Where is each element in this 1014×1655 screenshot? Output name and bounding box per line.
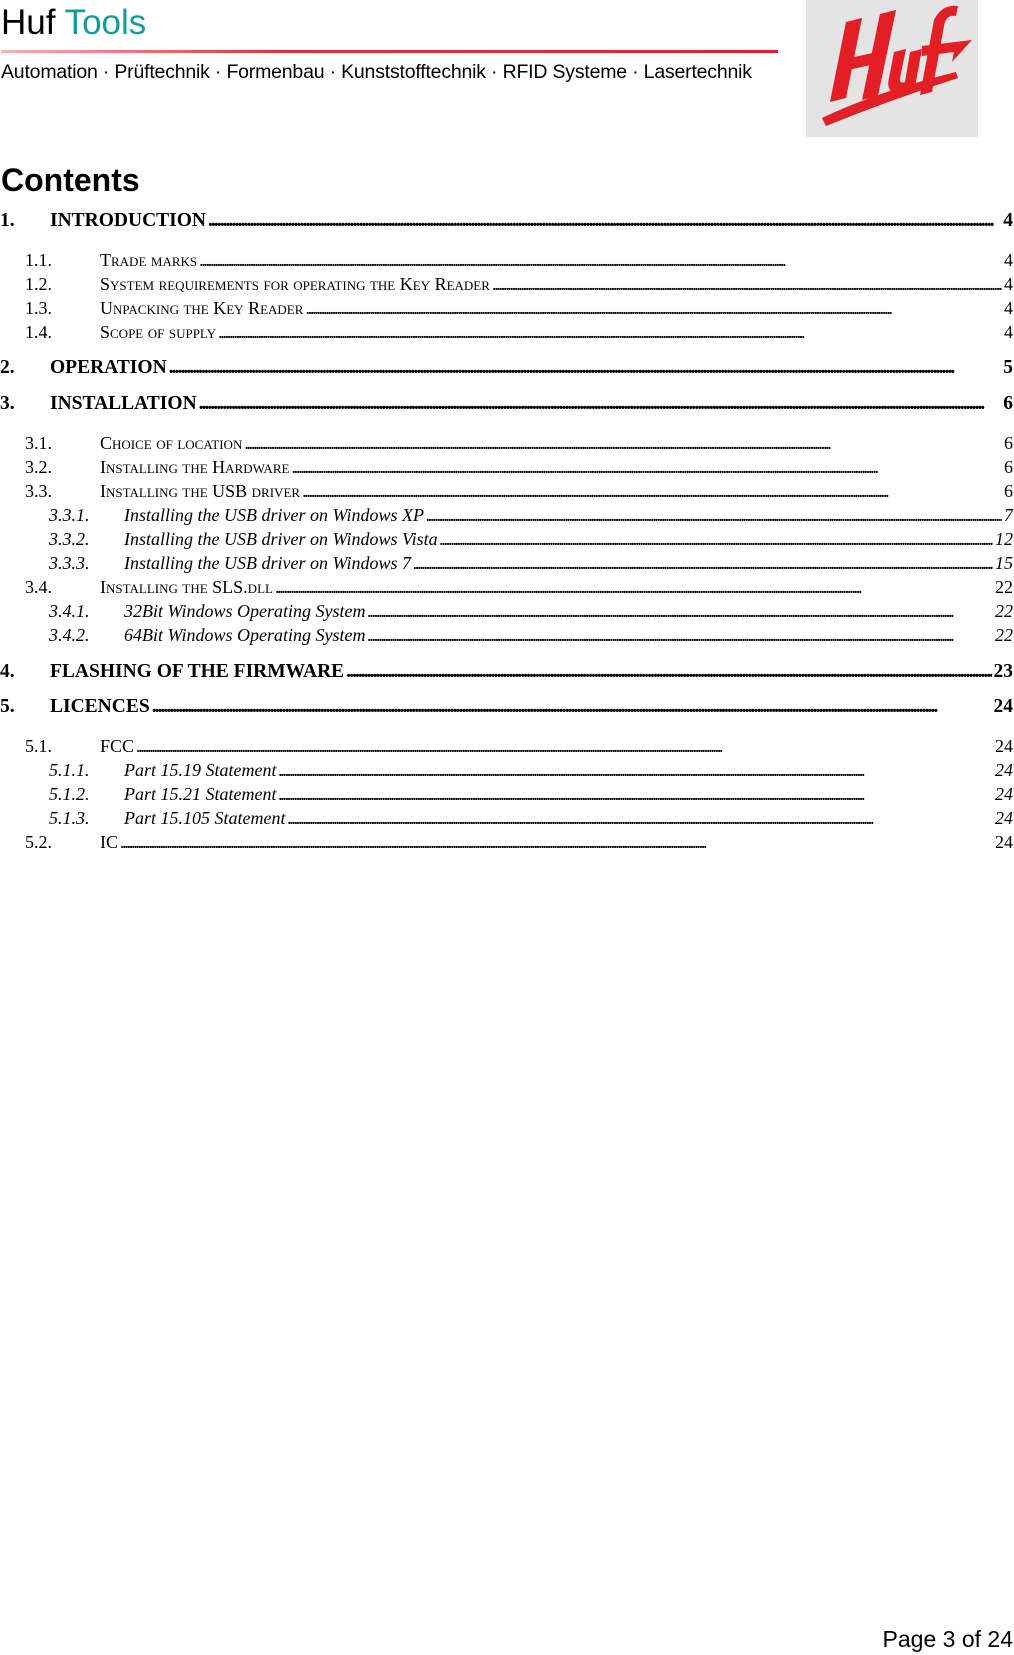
toc-entry-page: 6 bbox=[1003, 393, 1013, 414]
toc-entry-number: 5.1.3. bbox=[49, 808, 90, 828]
toc-entry-leader bbox=[199, 248, 1002, 272]
toc-entry-level2[interactable] bbox=[0, 479, 1013, 503]
toc-entry-title: INSTALLATION bbox=[50, 393, 197, 414]
toc-entry-number: 3.4.2. bbox=[49, 625, 90, 645]
toc-entry-page: 24 bbox=[995, 784, 1013, 804]
brand-secondary: Tools bbox=[64, 3, 147, 42]
toc-entry-leader bbox=[199, 391, 1002, 417]
toc-entry-leader bbox=[208, 208, 1001, 234]
toc-entry-number: 5.1.2. bbox=[49, 784, 90, 804]
toc-entry-page: 4 bbox=[1004, 250, 1013, 270]
toc-entry-level2[interactable] bbox=[0, 455, 1013, 479]
toc-entry-page: 24 bbox=[995, 808, 1013, 828]
toc-entry-number: 1.3. bbox=[25, 298, 52, 318]
toc-entry-title: Installing the SLS.dll bbox=[100, 577, 273, 597]
toc-entry-page: 5 bbox=[1003, 357, 1013, 378]
toc-entry-level3[interactable] bbox=[0, 503, 1013, 527]
toc-entry-title: Installing the USB driver on Windows Vista bbox=[124, 529, 438, 549]
toc-entry-page: 22 bbox=[995, 601, 1013, 621]
toc-entry-leader bbox=[275, 575, 993, 599]
toc-entry-number: 4. bbox=[0, 661, 15, 682]
toc-entry-level3[interactable] bbox=[0, 551, 1013, 575]
toc-entry-leader bbox=[346, 659, 991, 685]
brand-name bbox=[1, 2, 146, 44]
toc-entry-leader bbox=[413, 551, 993, 575]
toc-entry-page: 22 bbox=[995, 577, 1013, 597]
contents-title: Contents bbox=[1, 162, 140, 198]
toc-entry-title: Choice of location bbox=[100, 433, 243, 453]
toc-entry-page: 6 bbox=[1004, 457, 1013, 477]
toc-entry-page: 4 bbox=[1004, 322, 1013, 342]
toc-entry-title: Part 15.21 Statement bbox=[124, 784, 277, 804]
toc-entry-title: Installing the USB driver bbox=[100, 481, 301, 501]
toc-entry-leader bbox=[278, 758, 993, 782]
toc-entry-leader bbox=[291, 455, 1002, 479]
toc-entry-leader bbox=[244, 431, 1002, 455]
toc-entry-level3[interactable] bbox=[0, 527, 1013, 551]
toc-entry-leader bbox=[218, 320, 1002, 344]
toc-entry-level3[interactable] bbox=[0, 806, 1013, 830]
brand-primary: Huf bbox=[1, 3, 56, 42]
toc-entry-level2[interactable] bbox=[0, 296, 1013, 320]
toc-entry-level2[interactable] bbox=[0, 272, 1013, 296]
toc-entry-level1[interactable] bbox=[0, 659, 1013, 685]
toc-entry-page: 24 bbox=[995, 832, 1013, 852]
toc-entry-level1[interactable] bbox=[0, 355, 1013, 381]
toc-entry-title: Trade marks bbox=[100, 250, 198, 270]
toc-entry-level2[interactable] bbox=[0, 431, 1013, 455]
toc-entry-level1[interactable] bbox=[0, 694, 1013, 720]
toc-entry-page: 24 bbox=[995, 736, 1013, 756]
tagline: Automation · Prüftechnik · Formenbau · Kunststofftechnik · RFID Systeme · Lasertechnik bbox=[1, 61, 752, 83]
huf-logo bbox=[806, 0, 978, 137]
toc-entry-title: FLASHING OF THE FIRMWARE bbox=[50, 661, 345, 682]
header-rule bbox=[1, 50, 778, 53]
toc-entry-level2[interactable] bbox=[0, 734, 1013, 758]
toc-entry-number: 3.3.3. bbox=[49, 553, 90, 573]
toc-entry-leader bbox=[278, 782, 993, 806]
toc-entry-page: 4 bbox=[1004, 298, 1013, 318]
toc-entry-page: 22 bbox=[995, 625, 1013, 645]
toc-entry-title: FCC bbox=[100, 736, 135, 756]
toc-entry-title: Scope of supply bbox=[100, 322, 216, 342]
toc-entry-level1[interactable] bbox=[0, 391, 1013, 417]
toc-entry-level3[interactable] bbox=[0, 782, 1013, 806]
toc-entry-level2[interactable] bbox=[0, 320, 1013, 344]
toc-entry-page: 15 bbox=[995, 553, 1013, 573]
toc-entry-level2[interactable] bbox=[0, 830, 1013, 854]
toc-entry-page: 6 bbox=[1004, 481, 1013, 501]
toc-entry-page: 7 bbox=[1004, 505, 1013, 525]
toc-entry-page: 24 bbox=[995, 760, 1013, 780]
toc-entry-title: System requirements for operating the Key Reader bbox=[100, 274, 490, 294]
toc-entry-level3[interactable] bbox=[0, 599, 1013, 623]
toc-entry-leader bbox=[440, 527, 993, 551]
toc-entry-level2[interactable] bbox=[0, 575, 1013, 599]
toc-entry-leader bbox=[136, 734, 993, 758]
toc-entry-number: 1.2. bbox=[25, 274, 52, 294]
toc-entry-title: LICENCES bbox=[50, 696, 150, 717]
toc-entry-leader bbox=[287, 806, 993, 830]
toc-entry-page: 6 bbox=[1004, 433, 1013, 453]
toc-entry-title: Installing the Hardware bbox=[100, 457, 290, 477]
toc-entry-leader bbox=[120, 830, 993, 854]
toc-entry-level1[interactable] bbox=[0, 208, 1013, 234]
toc-entry-page: 24 bbox=[993, 696, 1013, 717]
toc-entry-number: 5.2. bbox=[25, 832, 52, 852]
huf-logo-icon bbox=[806, 0, 978, 137]
toc-entry-title: Installing the USB driver on Windows XP bbox=[124, 505, 424, 525]
toc-entry-leader bbox=[302, 479, 1002, 503]
toc-entry-number: 3. bbox=[0, 393, 15, 414]
toc-entry-title: IC bbox=[100, 832, 118, 852]
toc-entry-leader bbox=[492, 272, 1002, 296]
page-number: Page 3 of 24 bbox=[882, 1626, 1013, 1652]
toc-entry-leader bbox=[368, 599, 994, 623]
toc-entry-number: 3.3.1. bbox=[49, 505, 90, 525]
toc-entry-leader bbox=[169, 355, 1002, 381]
toc-entry-page: 4 bbox=[1004, 274, 1013, 294]
toc-entry-level3[interactable] bbox=[0, 758, 1013, 782]
page-header bbox=[0, 0, 1014, 140]
toc-entry-number: 3.3. bbox=[25, 481, 52, 501]
toc-entry-leader bbox=[152, 694, 992, 720]
toc-entry-number: 3.4. bbox=[25, 577, 52, 597]
toc-entry-number: 1.4. bbox=[25, 322, 52, 342]
toc-entry-title: 32Bit Windows Operating System bbox=[124, 601, 366, 621]
toc-entry-number: 3.2. bbox=[25, 457, 52, 477]
toc-entry-title: Installing the USB driver on Windows 7 bbox=[124, 553, 411, 573]
toc-entry-level2[interactable] bbox=[0, 248, 1013, 272]
toc-entry-title: INTRODUCTION bbox=[50, 210, 207, 231]
toc-entry-title: Unpacking the Key Reader bbox=[100, 298, 304, 318]
toc-entry-number: 3.4.1. bbox=[49, 601, 90, 621]
toc-entry-number: 5.1.1. bbox=[49, 760, 90, 780]
toc-entry-title: Part 15.19 Statement bbox=[124, 760, 277, 780]
toc-entry-number: 2. bbox=[0, 357, 15, 378]
toc-entry-leader bbox=[368, 623, 994, 647]
toc-entry-number: 1.1. bbox=[25, 250, 52, 270]
toc-entry-number: 5. bbox=[0, 696, 15, 717]
toc-entry-number: 5.1. bbox=[25, 736, 52, 756]
toc-entry-level3[interactable] bbox=[0, 623, 1013, 647]
toc-entry-number: 3.3.2. bbox=[49, 529, 90, 549]
toc-entry-title: 64Bit Windows Operating System bbox=[124, 625, 366, 645]
toc-entry-leader bbox=[426, 503, 1002, 527]
toc-entry-page: 23 bbox=[993, 661, 1013, 682]
toc-entry-number: 1. bbox=[0, 210, 15, 231]
toc-entry-leader bbox=[305, 296, 1002, 320]
toc-entry-page: 12 bbox=[995, 529, 1013, 549]
toc-entry-title: Part 15.105 Statement bbox=[124, 808, 286, 828]
toc-entry-title: OPERATION bbox=[50, 357, 167, 378]
toc-entry-number: 3.1. bbox=[25, 433, 52, 453]
toc-entry-page: 4 bbox=[1003, 210, 1013, 231]
